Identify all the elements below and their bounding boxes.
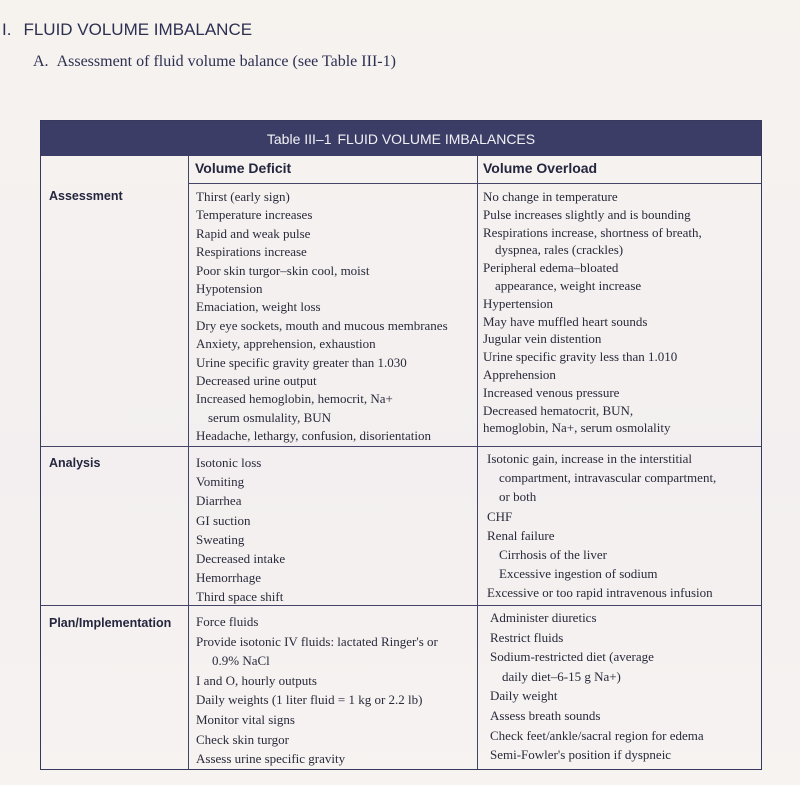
subsection-heading [33, 53, 396, 71]
column-divider [188, 156, 189, 769]
list-item: Rapid and weak pulse [196, 225, 311, 241]
list-item: Third space shift [196, 589, 284, 605]
analysis-deficit-list [196, 453, 285, 607]
list-item: Restrict fluids [490, 629, 564, 645]
row-label-plan: Plan/Implementation [49, 616, 172, 630]
plan-overload-list [490, 608, 704, 765]
list-item: Dry eye sockets, mouth and mucous membranes [196, 317, 448, 333]
list-item: Decreased intake [196, 551, 286, 567]
list-item: Cirrhosis of the liver [499, 547, 607, 563]
list-item: Check skin turgor [196, 731, 289, 747]
list-item: Sweating [196, 531, 245, 547]
table-title-bar [41, 121, 761, 156]
list-item: Decreased urine output [196, 373, 317, 389]
subsection-letter: A. [33, 53, 49, 70]
table-number: Table III–1 [266, 130, 332, 147]
list-item: Anxiety, apprehension, exhaustion [196, 336, 376, 352]
list-item: Apprehension [483, 366, 556, 382]
list-item: Urine specific gravity greater than 1.030 [196, 354, 407, 370]
list-item: Hypotension [196, 281, 263, 297]
list-item: serum osmulality, BUN [208, 409, 332, 425]
section-number: I. [2, 20, 12, 39]
row-divider [41, 605, 761, 606]
list-item: appearance, weight increase [495, 277, 642, 293]
list-item: Pulse increases slightly and is bounding [483, 206, 691, 222]
list-item: Increased hemoglobin, hemocrit, Na+ [196, 391, 393, 407]
list-item: 0.9% NaCl [212, 653, 270, 669]
row-divider [41, 446, 761, 447]
list-item: Thirst (early sign) [196, 189, 290, 204]
list-item: Respirations increase [196, 244, 307, 260]
list-item: Diarrhea [196, 493, 242, 509]
list-item: Increased venous pressure [483, 384, 620, 400]
list-item: dyspnea, rales (crackles) [495, 242, 624, 258]
list-item: Jugular vein distention [483, 331, 602, 347]
list-item: Isotonic gain, increase in the interstitial [487, 451, 693, 466]
list-item: No change in temperature [483, 189, 618, 204]
list-item: Decreased hematocrit, BUN, [483, 402, 634, 418]
list-item: Excessive or too rapid intravenous infusion [487, 585, 713, 601]
list-item: daily diet–6-15 g Na+) [502, 668, 621, 684]
list-item: Daily weight [490, 688, 558, 704]
list-item: Temperature increases [196, 207, 313, 223]
list-item: Headache, lethargy, confusion, disorientation [196, 428, 432, 444]
assessment-deficit-list [196, 188, 448, 446]
list-item: Monitor vital signs [196, 711, 295, 727]
list-item: Excessive ingestion of sodium [499, 566, 658, 582]
column-header-deficit: Volume Deficit [195, 160, 292, 176]
list-item: hemoglobin, Na+, serum osmolality [483, 420, 671, 436]
list-item: Renal failure [487, 527, 555, 543]
list-item: CHF [487, 508, 513, 524]
list-item: Peripheral edema–bloated [483, 260, 619, 276]
list-item: Hypertension [483, 295, 554, 311]
analysis-overload-list [487, 449, 716, 603]
list-item: compartment, intravascular compartment, [499, 470, 717, 486]
section-title: FLUID VOLUME IMBALANCE [23, 20, 253, 39]
fluid-volume-table [40, 120, 762, 770]
plan-deficit-list [196, 612, 438, 769]
list-item: Assess urine specific gravity [196, 751, 346, 767]
list-item: Hemorrhage [196, 570, 261, 586]
subsection-title: Assessment of fluid volume balance (see Table III-1) [56, 53, 396, 70]
list-item: Respirations increase, shortness of breath, [483, 224, 702, 240]
list-item: Provide isotonic IV fluids: lactated Ringer's or [196, 633, 438, 649]
list-item: Vomiting [196, 474, 245, 490]
list-item: GI suction [196, 512, 251, 528]
list-item: Emaciation, weight loss [196, 299, 321, 315]
list-item: Assess breath sounds [490, 707, 601, 723]
list-item: Sodium-restricted diet (average [490, 649, 654, 665]
list-item: Force fluids [196, 614, 259, 629]
column-divider [477, 156, 478, 769]
list-item: I and O, hourly outputs [196, 672, 317, 688]
list-item: Check feet/ankle/sacral region for edema [490, 727, 704, 743]
list-item: Poor skin turgor–skin cool, moist [196, 262, 370, 278]
list-item: May have muffled heart sounds [483, 313, 648, 329]
table-title: FLUID VOLUME IMBALANCES [337, 130, 536, 147]
list-item: or both [499, 489, 537, 505]
list-item: Urine specific gravity less than 1.010 [483, 349, 678, 365]
list-item: Isotonic loss [196, 455, 262, 470]
header-divider [188, 183, 761, 184]
list-item: Administer diuretics [490, 610, 597, 625]
column-header-overload: Volume Overload [483, 160, 598, 176]
section-heading [2, 20, 252, 40]
list-item: Semi-Fowler's position if dyspneic [490, 747, 672, 763]
assessment-overload-list [483, 188, 702, 437]
row-label-analysis: Analysis [49, 456, 101, 470]
row-label-assessment: Assessment [49, 189, 123, 203]
list-item: Daily weights (1 liter fluid = 1 kg or 2.2 lb) [196, 692, 423, 708]
